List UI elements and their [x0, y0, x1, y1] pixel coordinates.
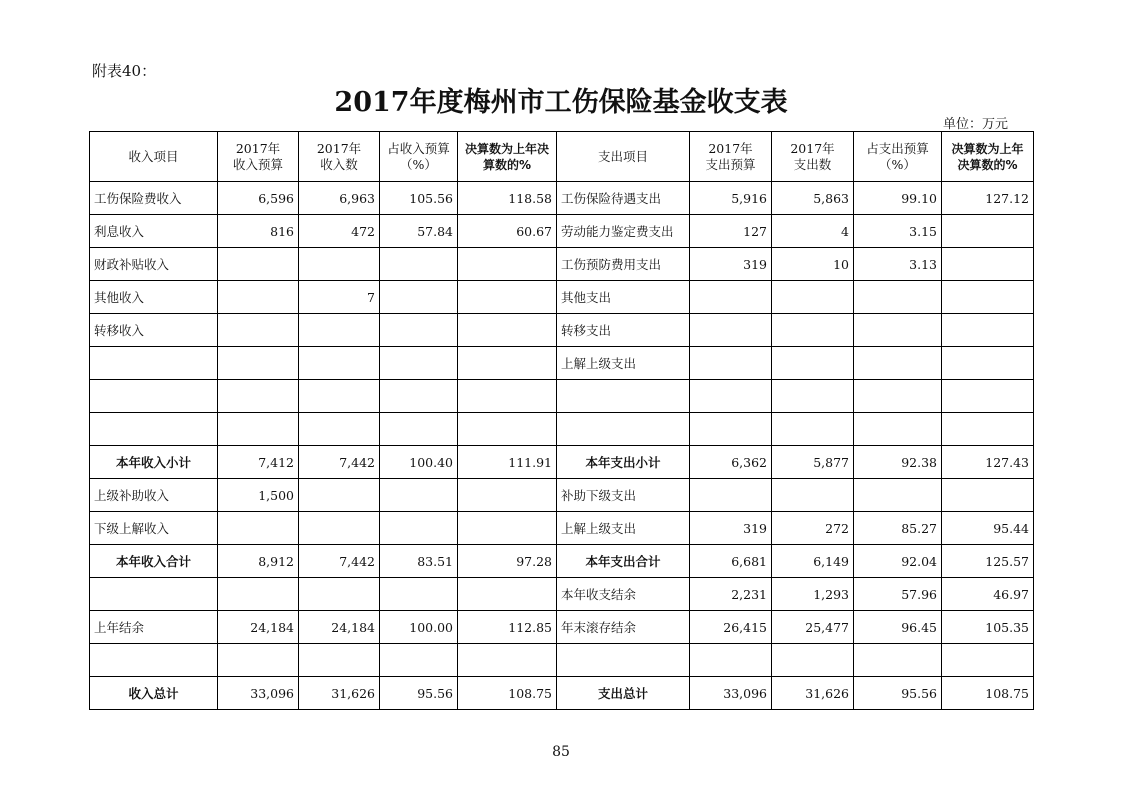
value-cell	[854, 644, 942, 677]
value-cell	[380, 380, 458, 413]
table-row	[90, 479, 1034, 512]
income-item-cell	[90, 347, 218, 380]
expense-item-cell: 本年收支结余	[557, 578, 690, 611]
value-cell	[458, 512, 557, 545]
value-cell: 96.45	[854, 611, 942, 644]
table-row	[90, 380, 1034, 413]
expense-item-cell: 补助下级支出	[557, 479, 690, 512]
value-cell: 33,096	[690, 677, 772, 710]
value-cell	[380, 413, 458, 446]
value-cell	[854, 281, 942, 314]
value-cell	[299, 314, 380, 347]
value-cell: 127.12	[942, 182, 1034, 215]
value-cell	[854, 347, 942, 380]
value-cell: 95.44	[942, 512, 1034, 545]
value-cell	[772, 347, 854, 380]
value-cell	[218, 380, 299, 413]
income-item-cell: 转移收入	[90, 314, 218, 347]
value-cell: 31,626	[299, 677, 380, 710]
expense-item-cell: 本年支出小计	[557, 446, 690, 479]
value-cell: 10	[772, 248, 854, 281]
income-item-cell: 工伤保险费收入	[90, 182, 218, 215]
income-item-cell: 本年收入合计	[90, 545, 218, 578]
value-cell	[690, 479, 772, 512]
value-cell	[458, 479, 557, 512]
value-cell	[772, 644, 854, 677]
expense-item-cell	[557, 380, 690, 413]
expense-item-cell: 工伤保险待遇支出	[557, 182, 690, 215]
table-row	[90, 611, 1034, 644]
expense-item-cell	[557, 413, 690, 446]
value-cell: 60.67	[458, 215, 557, 248]
expense-item-cell	[557, 644, 690, 677]
table-body	[90, 182, 1034, 710]
value-cell: 105.35	[942, 611, 1034, 644]
table-row	[90, 677, 1034, 710]
value-cell	[942, 479, 1034, 512]
value-cell: 7,442	[299, 545, 380, 578]
value-cell	[299, 413, 380, 446]
value-cell: 83.51	[380, 545, 458, 578]
value-cell	[299, 578, 380, 611]
income-item-cell: 收入总计	[90, 677, 218, 710]
value-cell	[380, 281, 458, 314]
value-cell	[458, 281, 557, 314]
page-title: 2017年度梅州市工伤保险基金收支表	[334, 87, 788, 118]
col-header-expense-pct: 占支出预算 （%）	[854, 132, 942, 182]
value-cell	[690, 281, 772, 314]
table-row	[90, 215, 1034, 248]
value-cell: 6,596	[218, 182, 299, 215]
value-cell	[690, 644, 772, 677]
col-header-income-yoy: 决算数为上年决 算数的%	[458, 132, 557, 182]
value-cell	[218, 281, 299, 314]
value-cell	[942, 347, 1034, 380]
col-header-expense-item: 支出项目	[557, 132, 690, 182]
value-cell: 816	[218, 215, 299, 248]
value-cell	[942, 644, 1034, 677]
value-cell	[458, 413, 557, 446]
value-cell: 127.43	[942, 446, 1034, 479]
value-cell	[218, 347, 299, 380]
income-item-cell	[90, 578, 218, 611]
value-cell	[380, 479, 458, 512]
value-cell: 33,096	[218, 677, 299, 710]
value-cell: 111.91	[458, 446, 557, 479]
table-row	[90, 281, 1034, 314]
value-cell	[218, 578, 299, 611]
value-cell: 95.56	[380, 677, 458, 710]
value-cell: 5,877	[772, 446, 854, 479]
value-cell: 1,500	[218, 479, 299, 512]
value-cell: 57.84	[380, 215, 458, 248]
value-cell	[942, 281, 1034, 314]
value-cell: 7	[299, 281, 380, 314]
value-cell	[458, 248, 557, 281]
value-cell: 272	[772, 512, 854, 545]
value-cell	[218, 248, 299, 281]
value-cell	[299, 644, 380, 677]
value-cell	[690, 380, 772, 413]
col-header-income-pct: 占收入预算 （%）	[380, 132, 458, 182]
table-row	[90, 578, 1034, 611]
table-row	[90, 446, 1034, 479]
expense-item-cell: 上解上级支出	[557, 347, 690, 380]
value-cell	[458, 347, 557, 380]
value-cell: 6,963	[299, 182, 380, 215]
income-item-cell: 下级上解收入	[90, 512, 218, 545]
value-cell: 2,231	[690, 578, 772, 611]
value-cell: 108.75	[942, 677, 1034, 710]
value-cell: 108.75	[458, 677, 557, 710]
value-cell	[458, 314, 557, 347]
value-cell	[218, 314, 299, 347]
value-cell: 57.96	[854, 578, 942, 611]
value-cell: 26,415	[690, 611, 772, 644]
col-header-income-item: 收入项目	[90, 132, 218, 182]
value-cell	[942, 413, 1034, 446]
value-cell	[380, 644, 458, 677]
value-cell: 85.27	[854, 512, 942, 545]
table-row	[90, 248, 1034, 281]
income-item-cell: 本年收入小计	[90, 446, 218, 479]
value-cell	[690, 314, 772, 347]
fund-income-expense-table	[89, 131, 1034, 710]
value-cell: 3.13	[854, 248, 942, 281]
value-cell: 24,184	[299, 611, 380, 644]
expense-item-cell: 劳动能力鉴定费支出	[557, 215, 690, 248]
income-item-cell	[90, 413, 218, 446]
value-cell	[772, 314, 854, 347]
value-cell	[854, 413, 942, 446]
expense-item-cell: 年末滚存结余	[557, 611, 690, 644]
col-header-income-budget: 2017年 收入预算	[218, 132, 299, 182]
value-cell: 8,912	[218, 545, 299, 578]
table-row	[90, 545, 1034, 578]
value-cell	[380, 248, 458, 281]
income-item-cell	[90, 644, 218, 677]
value-cell: 6,362	[690, 446, 772, 479]
value-cell	[458, 644, 557, 677]
table-row	[90, 644, 1034, 677]
income-item-cell	[90, 380, 218, 413]
value-cell	[772, 281, 854, 314]
value-cell	[458, 578, 557, 611]
value-cell: 3.15	[854, 215, 942, 248]
value-cell: 92.04	[854, 545, 942, 578]
col-header-expense-budget: 2017年 支出预算	[690, 132, 772, 182]
value-cell: 5,863	[772, 182, 854, 215]
attachment-note: 附表40：	[92, 62, 157, 80]
col-header-expense-actual: 2017年 支出数	[772, 132, 854, 182]
value-cell: 7,442	[299, 446, 380, 479]
value-cell	[690, 347, 772, 380]
table-row	[90, 182, 1034, 215]
value-cell	[380, 578, 458, 611]
value-cell: 319	[690, 248, 772, 281]
value-cell	[942, 314, 1034, 347]
value-cell: 125.57	[942, 545, 1034, 578]
expense-item-cell: 本年支出合计	[557, 545, 690, 578]
table-row	[90, 512, 1034, 545]
value-cell	[458, 380, 557, 413]
value-cell: 24,184	[218, 611, 299, 644]
value-cell: 25,477	[772, 611, 854, 644]
value-cell: 105.56	[380, 182, 458, 215]
value-cell: 6,681	[690, 545, 772, 578]
value-cell: 5,916	[690, 182, 772, 215]
value-cell	[942, 215, 1034, 248]
value-cell	[772, 380, 854, 413]
value-cell: 100.40	[380, 446, 458, 479]
value-cell: 46.97	[942, 578, 1034, 611]
expense-item-cell: 工伤预防费用支出	[557, 248, 690, 281]
value-cell	[854, 479, 942, 512]
income-item-cell: 财政补贴收入	[90, 248, 218, 281]
col-header-expense-yoy: 决算数为上年 决算数的%	[942, 132, 1034, 182]
table-header-row	[90, 132, 1034, 182]
value-cell: 4	[772, 215, 854, 248]
value-cell	[299, 479, 380, 512]
value-cell	[942, 248, 1034, 281]
value-cell: 118.58	[458, 182, 557, 215]
expense-item-cell: 其他支出	[557, 281, 690, 314]
value-cell: 472	[299, 215, 380, 248]
income-item-cell: 利息收入	[90, 215, 218, 248]
value-cell: 97.28	[458, 545, 557, 578]
table-row	[90, 413, 1034, 446]
value-cell: 127	[690, 215, 772, 248]
page-number: 85	[552, 744, 570, 760]
value-cell	[380, 314, 458, 347]
income-item-cell: 上年结余	[90, 611, 218, 644]
value-cell	[942, 380, 1034, 413]
value-cell: 99.10	[854, 182, 942, 215]
value-cell	[299, 380, 380, 413]
value-cell	[854, 380, 942, 413]
income-item-cell: 其他收入	[90, 281, 218, 314]
value-cell: 92.38	[854, 446, 942, 479]
value-cell	[299, 248, 380, 281]
value-cell: 31,626	[772, 677, 854, 710]
value-cell	[299, 347, 380, 380]
value-cell: 1,293	[772, 578, 854, 611]
table-row	[90, 314, 1034, 347]
value-cell: 112.85	[458, 611, 557, 644]
value-cell	[690, 413, 772, 446]
expense-item-cell: 上解上级支出	[557, 512, 690, 545]
unit-label: 单位：万元	[943, 117, 1009, 132]
value-cell	[218, 512, 299, 545]
value-cell: 319	[690, 512, 772, 545]
value-cell: 95.56	[854, 677, 942, 710]
table-row	[90, 347, 1034, 380]
value-cell	[218, 413, 299, 446]
value-cell	[380, 347, 458, 380]
value-cell	[772, 479, 854, 512]
income-item-cell: 上级补助收入	[90, 479, 218, 512]
value-cell: 100.00	[380, 611, 458, 644]
value-cell	[299, 512, 380, 545]
value-cell: 6,149	[772, 545, 854, 578]
value-cell	[772, 413, 854, 446]
expense-item-cell: 支出总计	[557, 677, 690, 710]
value-cell	[854, 314, 942, 347]
value-cell	[380, 512, 458, 545]
col-header-income-actual: 2017年 收入数	[299, 132, 380, 182]
value-cell	[218, 644, 299, 677]
value-cell: 7,412	[218, 446, 299, 479]
expense-item-cell: 转移支出	[557, 314, 690, 347]
